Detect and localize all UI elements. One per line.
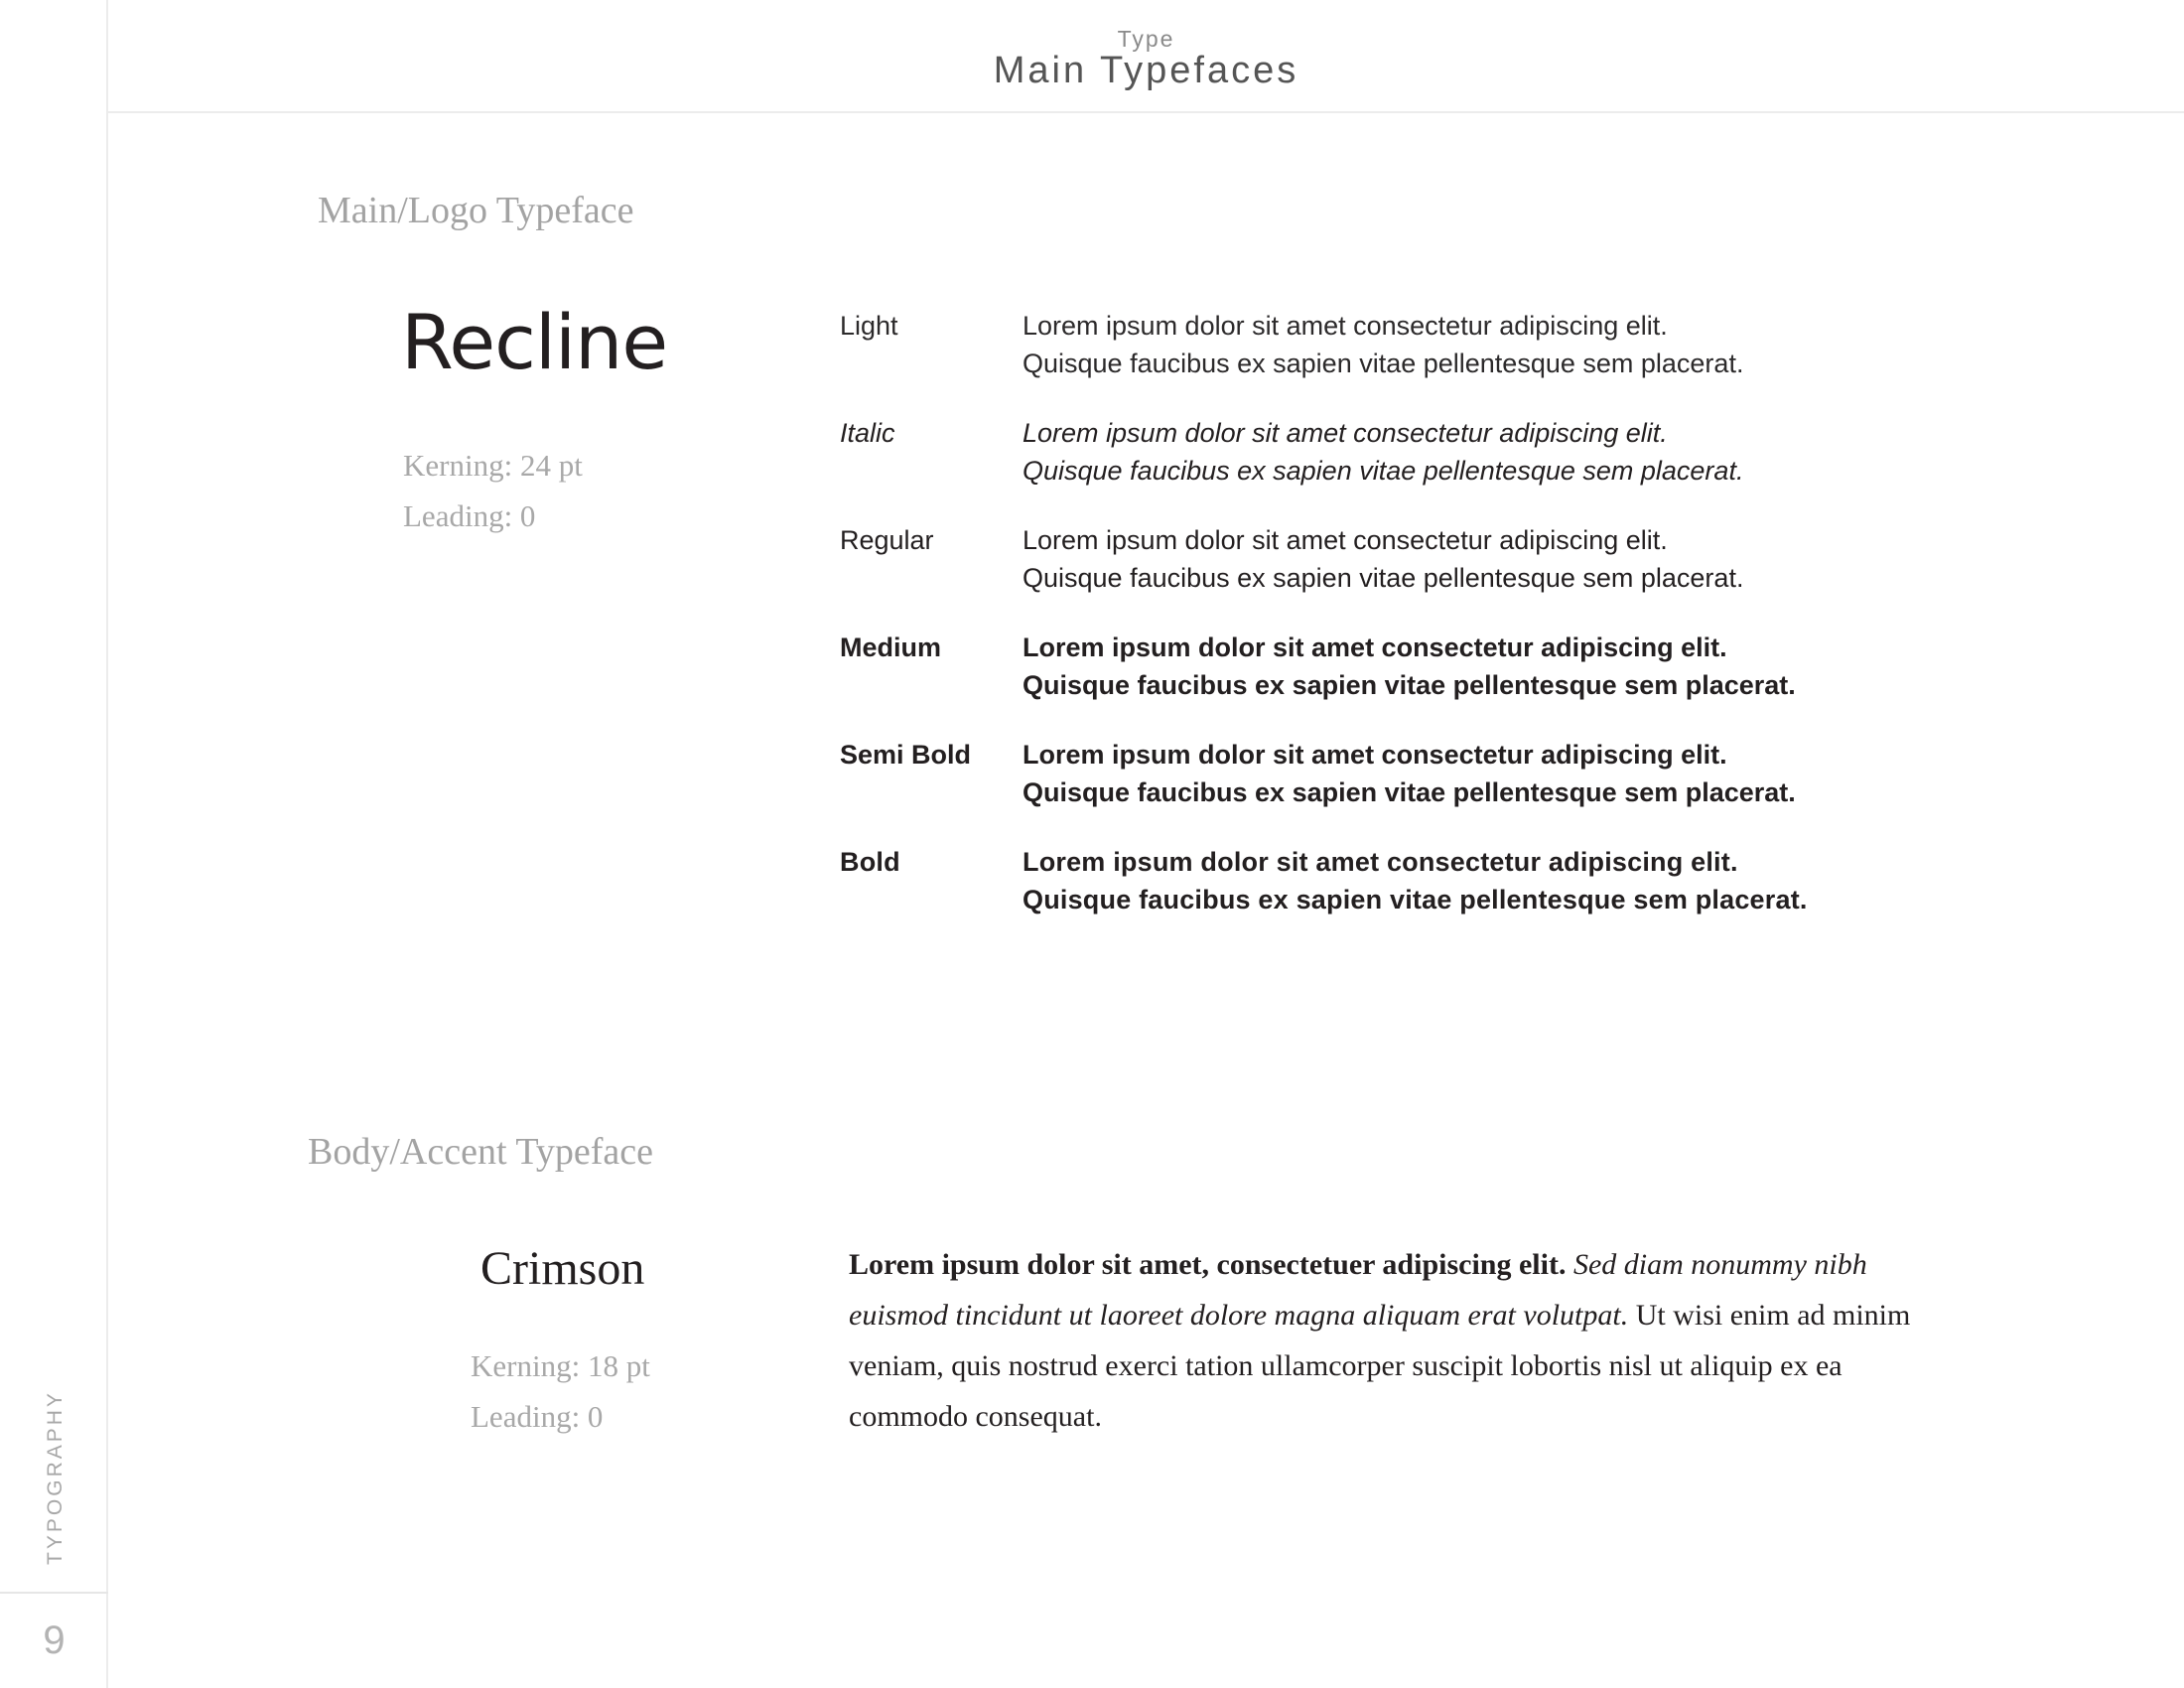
page-header — [108, 0, 2184, 113]
weight-sample-line: Quisque faucibus ex sapien vitae pellentesque sem placerat. — [1023, 456, 1744, 486]
weight-label: Regular — [840, 525, 934, 555]
weight-sample-line: Lorem ipsum dolor sit amet consectetur adipiscing elit. — [1023, 633, 1727, 662]
weight-sample-line: Lorem ipsum dolor sit amet consectetur adipiscing elit. — [1023, 311, 1668, 341]
weight-sample-line: Lorem ipsum dolor sit amet consectetur adipiscing elit. — [1023, 418, 1668, 448]
weight-sample-line: Quisque faucibus ex sapien vitae pellentesque sem placerat. — [1023, 670, 1796, 700]
main-typeface-name: Recline — [401, 298, 668, 386]
weight-row-italic — [840, 414, 1833, 493]
weight-label: Semi Bold — [840, 740, 972, 770]
weight-sample — [1023, 843, 1808, 918]
weight-row-light — [840, 307, 1833, 386]
weight-sample — [1023, 307, 1743, 382]
weight-label: Italic — [840, 418, 895, 448]
sample-regular-text: Ut wisi enim ad minim veniam, quis nostrud exerci tation ullamcorper suscipit lobortis nisl ut aliquip ex ea commodo consequat. — [849, 1299, 1911, 1433]
weight-sample-line: Quisque faucibus ex sapien vitae pellentesque sem placerat. — [1023, 777, 1796, 807]
main-typeface-section-title: Main/Logo Typeface — [318, 190, 634, 231]
main-typeface-leading: Leading: 0 — [403, 498, 536, 533]
weight-sample-line: Quisque faucibus ex sapien vitae pellentesque sem placerat. — [1023, 563, 1744, 593]
weight-row-medium — [840, 629, 1833, 708]
weight-label: Medium — [840, 633, 942, 662]
section-label: TYPOGRAPHY — [44, 1390, 67, 1565]
sidebar — [0, 0, 108, 1688]
weight-row-bold — [840, 843, 1833, 922]
body-typeface-leading: Leading: 0 — [471, 1399, 604, 1434]
weight-sample — [1023, 414, 1743, 490]
body-typeface-kerning: Kerning: 18 pt — [471, 1348, 650, 1383]
weight-sample-line: Lorem ipsum dolor sit amet consectetur adipiscing elit. — [1023, 525, 1668, 555]
weight-sample-line: Quisque faucibus ex sapien vitae pellentesque sem placerat. — [1023, 349, 1744, 378]
sidebar-divider — [0, 1592, 108, 1594]
header-eyebrow: Type — [1117, 26, 1175, 52]
weight-sample — [1023, 521, 1743, 597]
weight-row-regular — [840, 521, 1833, 601]
body-typeface-section-title: Body/Accent Typeface — [308, 1131, 653, 1173]
sample-bold-text: Lorem ipsum dolor sit amet, consectetuer adipiscing elit. — [849, 1248, 1567, 1281]
body-typeface-sample — [849, 1239, 1941, 1442]
page-number: 9 — [43, 1618, 66, 1662]
weight-label: Light — [840, 311, 898, 341]
sample-italic-text: Sed diam nonummy nibh euismod tincidunt ut laoreet dolore magna aliquam erat volutpat. — [849, 1248, 1867, 1332]
weight-sample-line: Quisque faucibus ex sapien vitae pellentesque sem placerat. — [1023, 885, 1808, 914]
page-title: Main Typefaces — [993, 50, 1299, 91]
weight-sample-line: Lorem ipsum dolor sit amet consectetur adipiscing elit. — [1023, 847, 1738, 877]
weight-sample-line: Lorem ipsum dolor sit amet consectetur adipiscing elit. — [1023, 740, 1727, 770]
weight-label: Bold — [840, 847, 900, 877]
main-typeface-kerning: Kerning: 24 pt — [403, 448, 583, 483]
weight-sample — [1023, 736, 1796, 811]
body-typeface-name: Crimson — [480, 1242, 645, 1295]
weight-sample — [1023, 629, 1796, 704]
weight-row-semibold — [840, 736, 1833, 815]
